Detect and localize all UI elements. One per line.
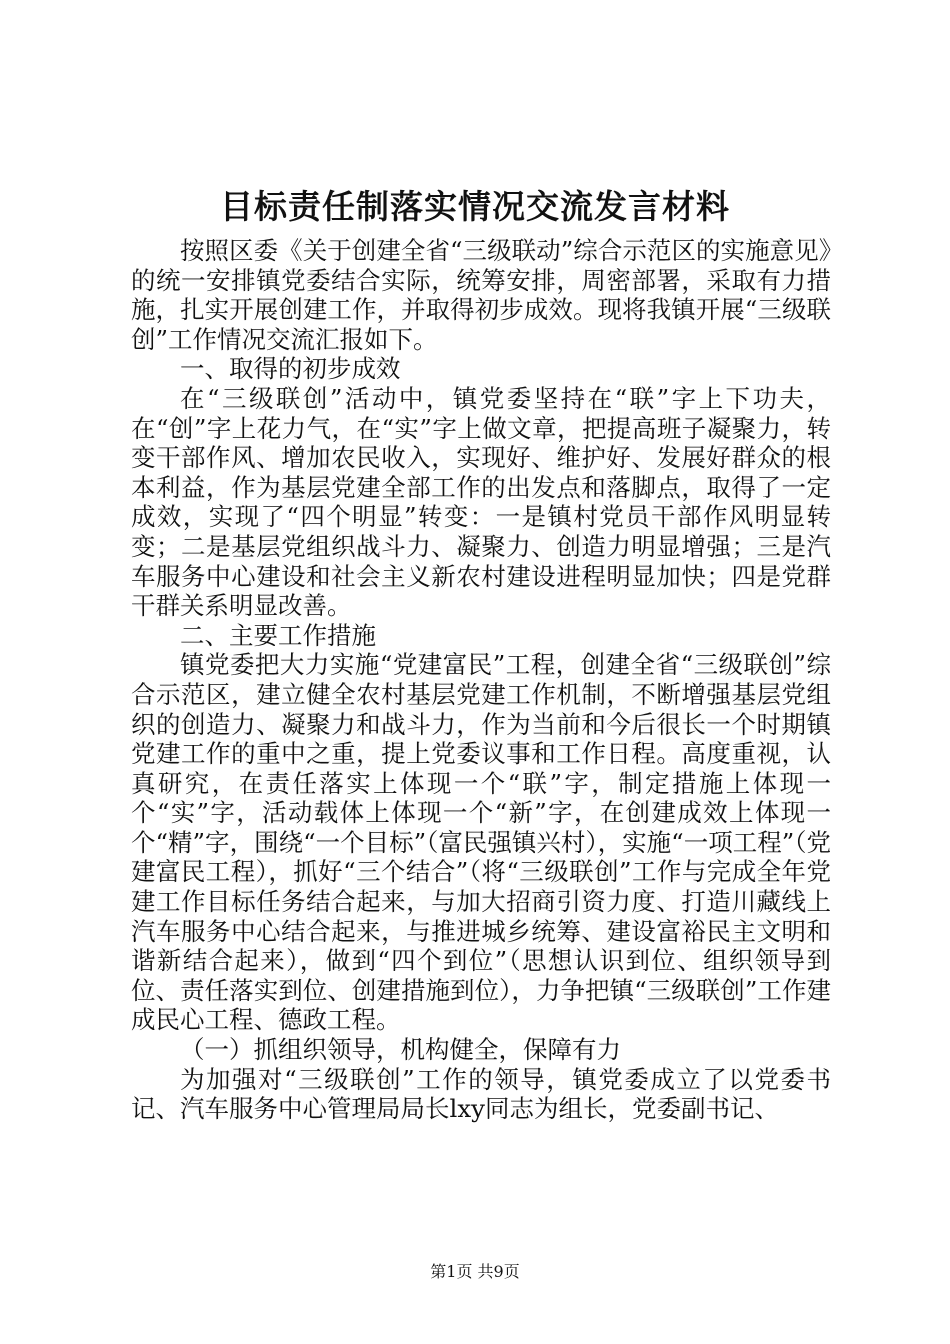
section-heading-measures: 二、主要工作措施 bbox=[180, 620, 376, 650]
document-body bbox=[131, 236, 831, 1124]
subsection-heading-leadership: （一）抓组织领导，机构健全，保障有力 bbox=[180, 1035, 621, 1065]
page-footer: 第1页 共9页 bbox=[430, 1262, 520, 1281]
paragraph-measures: 镇党委把大力实施“党建富民”工程，创建全省“三级联创”综合示范区，建立健全农村基层党建工作机制，不断增强基层党组织的创造力、凝聚力和战斗力，作为当前和今后很长一个时期镇党建工作的重中之重，提上党委议事和工作日程。高度重视，认真研究，在责任落实上体现一个“联”字，制定措施上体现一个“实”字，活动载体上体现一个“新”字，在创建成效上体现一个“精”字，围绕“一个目标”（富民强镇兴村），实施“一项工程”（党建富民工程），抓好“三个结合”（将“三级联创”工作与完成全年党建工作目标任务结合起来，与加大招商引资力度、打造川藏线上汽车服务中心结合起来，与推进城乡统筹、建设富裕民主文明和谐新结合起来），做到“四个到位”（思想认识到位、组织领导到位、责任落实到位、创建措施到位），力争把镇“三级联创”工作建成民心工程、德政工程。 bbox=[131, 650, 831, 1035]
paragraph-leadership: 为加强对“三级联创”工作的领导，镇党委成立了以党委书记、汽车服务中心管理局局长lxy同志为组长，党委副书记、 bbox=[131, 1064, 831, 1124]
paragraph-intro: 按照区委《关于创建全省“三级联动”综合示范区的实施意见》的统一安排镇党委结合实际，统筹安排，周密部署，采取有力措施，扎实开展创建工作，并取得初步成效。现将我镇开展“三级联创”工作情况交流汇报如下。 bbox=[131, 236, 831, 354]
paragraph-results: 在“三级联创”活动中，镇党委坚持在“联”字上下功夫，在“创”字上花力气，在“实”字上做文章，把提高班子凝聚力，转变干部作风、增加农民收入，实现好、维护好、发展好群众的根本利益，作为基层党建全部工作的出发点和落脚点，取得了一定成效，实现了“四个明显”转变：一是镇村党员干部作风明显转变；二是基层党组织战斗力、凝聚力、创造力明显增强；三是汽车服务中心建设和社会主义新农村建设进程明显加快；四是党群干群关系明显改善。 bbox=[131, 383, 831, 621]
document-title: 目标责任制落实情况交流发言材料 bbox=[220, 187, 730, 226]
section-heading-results: 一、取得的初步成效 bbox=[180, 354, 401, 384]
